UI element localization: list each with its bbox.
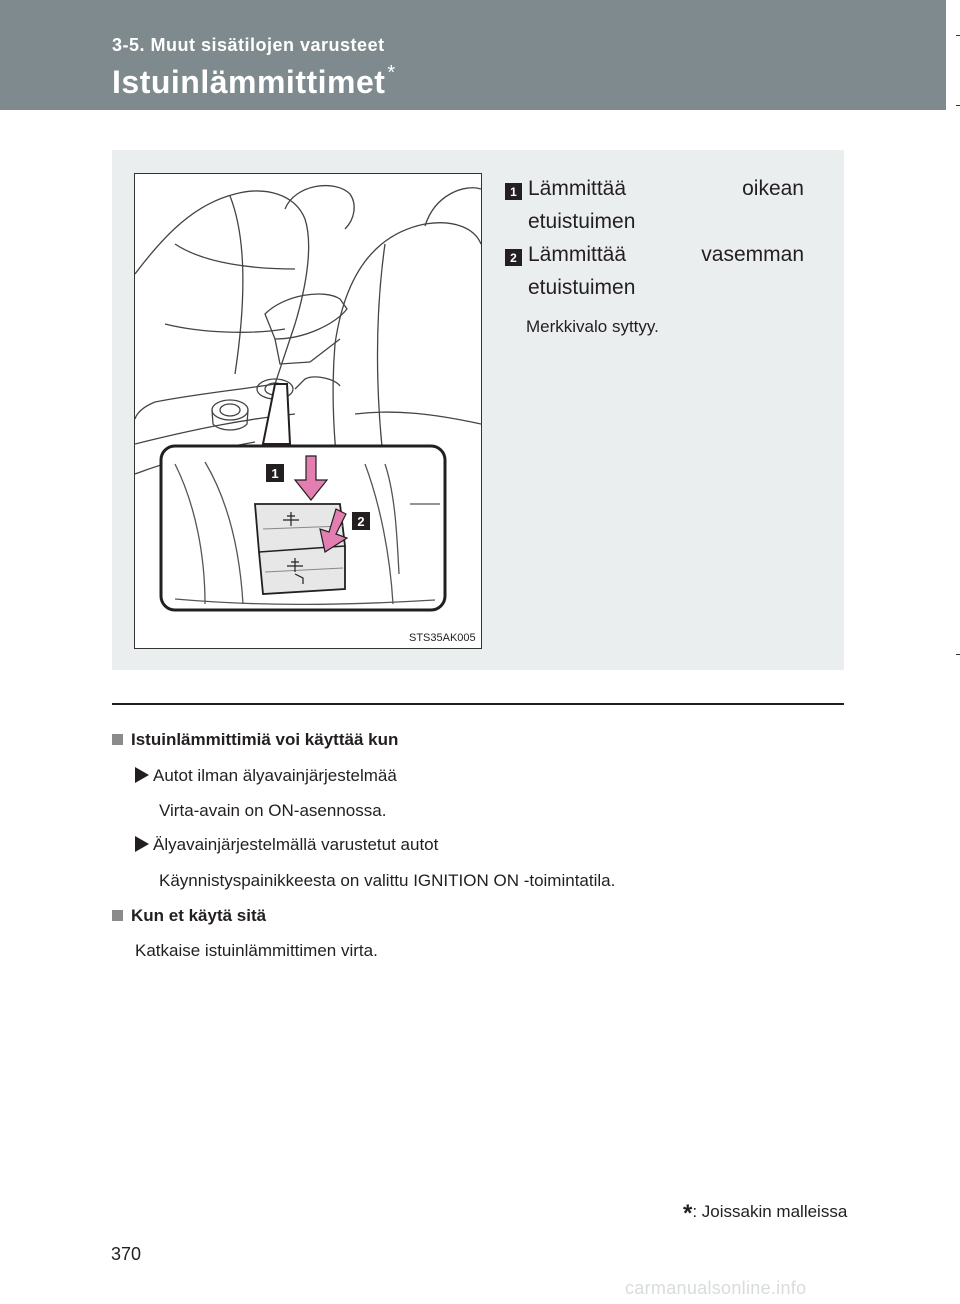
- legend-number-badge: 2: [505, 249, 522, 266]
- section-text: Katkaise istuinlämmittimen virta.: [135, 941, 378, 960]
- figure-illustration: [134, 173, 482, 649]
- bullet-label: Autot ilman älyavainjärjestelmää: [153, 766, 397, 785]
- list-item: [135, 766, 397, 786]
- legend-text: Lämmittää vasemman etuistuimen: [528, 243, 804, 299]
- footnote-text: : Joissakin malleissa: [692, 1202, 848, 1221]
- triangle-bullet-icon: [135, 767, 149, 783]
- legend-item-2: [505, 238, 804, 304]
- title-asterisk: *: [387, 62, 396, 84]
- callout-2: 2: [357, 514, 365, 529]
- crop-mark: [956, 105, 960, 106]
- callout-1: 1: [271, 466, 279, 481]
- crop-mark: [956, 35, 960, 36]
- watermark: carmanualsonline.info: [625, 1278, 807, 1298]
- triangle-bullet-icon: [135, 836, 149, 852]
- bullet-label: Älyavainjärjestelmällä varustetut autot: [153, 835, 439, 854]
- square-bullet-icon: [112, 734, 123, 745]
- heading-text: Istuinlämmittimiä voi käyttää kun: [131, 730, 399, 749]
- list-item: [135, 835, 438, 855]
- section-divider: [112, 703, 844, 705]
- section-label: 3-5. Muut sisätilojen varusteet: [112, 35, 385, 55]
- heading-text: Kun et käytä sitä: [131, 906, 267, 925]
- legend-text: Lämmittää oikean etuistuimen: [528, 177, 804, 233]
- page-number: 370: [111, 1244, 142, 1264]
- section-heading: [112, 730, 398, 750]
- footnote-mark: *: [683, 1200, 693, 1227]
- footnote: [683, 1200, 847, 1228]
- page-title-text: Istuinlämmittimet: [112, 64, 386, 100]
- legend-number-badge: 1: [505, 183, 522, 200]
- figure-code: STS35AK005: [409, 632, 476, 644]
- seat-heater-illustration: [135, 174, 481, 648]
- legend-item-1: [505, 172, 804, 238]
- legend-note: Merkkivalo syttyy.: [526, 317, 659, 336]
- page-title: [112, 62, 396, 101]
- bullet-detail: Käynnistyspainikkeesta on valittu IGNITION ON -toimintatila.: [159, 871, 616, 890]
- section-heading: [112, 906, 266, 926]
- page-header: [0, 0, 946, 110]
- bullet-detail: Virta-avain on ON-asennossa.: [159, 801, 387, 820]
- square-bullet-icon: [112, 910, 123, 921]
- crop-mark: [956, 654, 960, 655]
